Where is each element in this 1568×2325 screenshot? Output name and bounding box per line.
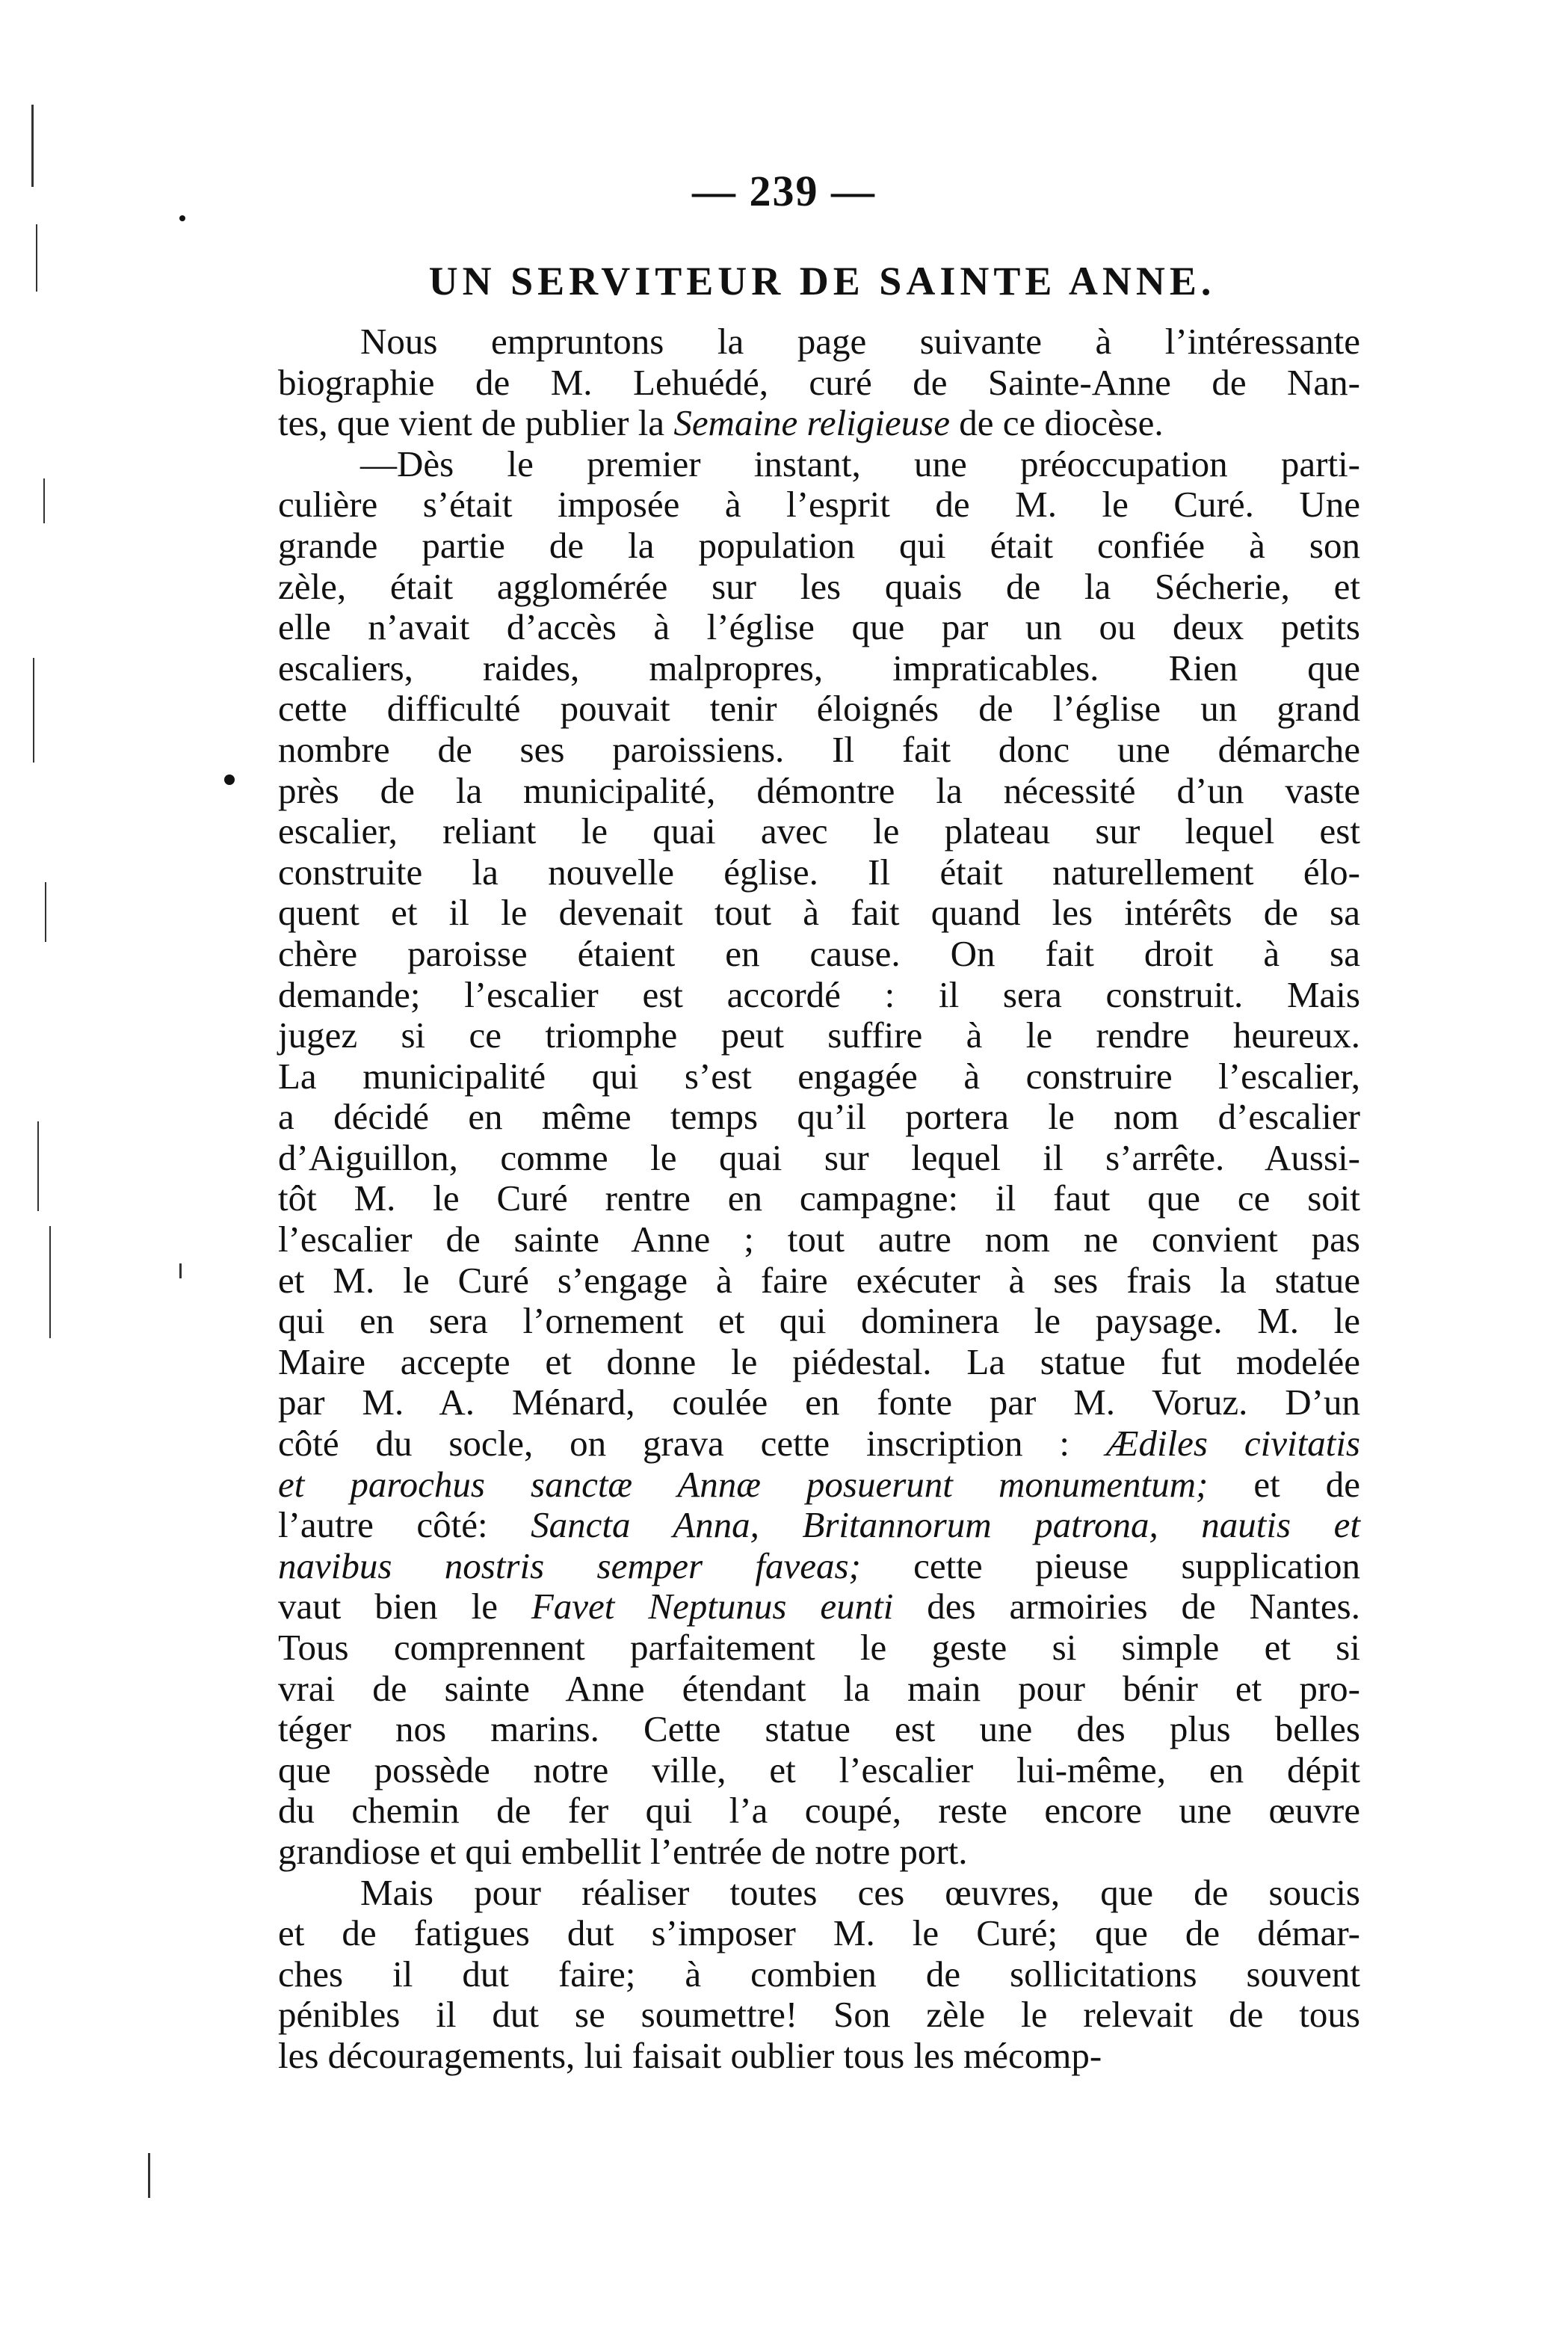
text-line: tôt M. le Curé rentre en campagne: il faut que ce soit xyxy=(278,1177,1360,1219)
text-line: cette difficulté pouvait tenir éloignés de l’église un grand xyxy=(278,688,1360,730)
text-line: grandiose et qui embellit l’entrée de notre port. xyxy=(278,1830,968,1872)
text-line xyxy=(278,403,1360,444)
text-line xyxy=(278,1505,1360,1546)
text-segment: tes, que vient de publier la xyxy=(278,402,674,444)
scan-margin-line xyxy=(148,2153,150,2198)
text-line: d’Aiguillon, comme le quai sur lequel il s’arrête. Aussi- xyxy=(278,1136,1360,1178)
text-line: escalier, reliant le quai avec le plateau sur lequel est xyxy=(278,810,1360,852)
text-line: les découragements, lui faisait oublier tous les mécomp- xyxy=(278,2034,1102,2076)
text-segment: des armoiries de Nantes. xyxy=(893,1586,1360,1628)
text-segment: et de xyxy=(1208,1463,1360,1505)
text-line: culière s’était imposée à l’esprit de M. le Curé. Une xyxy=(278,484,1360,526)
text-line: Maire accepte et donne le piédestal. La statue fut modelée xyxy=(278,1340,1360,1382)
text-line: construite la nouvelle église. Il était naturellement élo- xyxy=(278,851,1360,893)
italic-text: et parochus sanctæ Annæ posuerunt monumentum; xyxy=(278,1463,1209,1505)
chapter-title: UN SERVITEUR DE SAINTE ANNE. xyxy=(428,259,1216,304)
text-line: La municipalité qui s’est engagée à construire l’escalier, xyxy=(278,1055,1360,1097)
text-line: du chemin de fer qui l’a coupé, reste encore une œuvre xyxy=(278,1790,1360,1832)
margin-bullet xyxy=(224,775,235,785)
text-line: ches il dut faire; à combien de sollicitations souvent xyxy=(278,1953,1360,1995)
italic-text: Favet Neptunus eunti xyxy=(531,1586,894,1628)
margin-dot xyxy=(179,215,185,221)
scan-margin-line xyxy=(179,1263,182,1278)
text-line: près de la municipalité, démontre la nécessité d’un vaste xyxy=(278,769,1360,811)
italic-text: Sancta Anna, Britannorum patrona, nautis et xyxy=(531,1504,1360,1546)
text-line: Nous empruntons la page suivante à l’intéressante xyxy=(360,321,1360,362)
scan-margin-line xyxy=(33,658,34,763)
text-line: escaliers, raides, malpropres, impraticables. Rien que xyxy=(278,647,1360,689)
text-line: quent et il le devenait tout à fait quand les intérêts de sa xyxy=(278,892,1360,934)
text-line: grande partie de la population qui était confiée à son xyxy=(278,524,1360,566)
text-segment: de ce diocèse. xyxy=(949,402,1164,444)
text-line xyxy=(278,1546,1360,1587)
body-text xyxy=(278,321,1360,2077)
text-line: elle n’avait d’accès à l’église que par un ou deux petits xyxy=(278,606,1360,648)
text-line: chère paroisse étaient en cause. On fait droit à sa xyxy=(278,932,1360,974)
text-line: pénibles il dut se soumettre! Son zèle le relevait de tous xyxy=(278,1994,1360,2036)
text-line: Mais pour réaliser toutes ces œuvres, que de soucis xyxy=(360,1871,1360,1913)
scan-margin-line xyxy=(49,1226,51,1338)
text-line: demande; l’escalier est accordé : il sera construit. Mais xyxy=(278,973,1360,1015)
italic-text: Semaine religieuse xyxy=(673,402,950,444)
text-segment: vaut bien le xyxy=(278,1586,531,1628)
text-line: jugez si ce triomphe peut suffire à le rendre heureux. xyxy=(278,1014,1360,1056)
text-line xyxy=(278,1586,1360,1628)
scan-margin-line xyxy=(43,478,45,523)
text-line: qui en sera l’ornement et qui dominera le paysage. M. le xyxy=(278,1300,1360,1342)
italic-text: Ædiles civitatis xyxy=(1105,1423,1360,1465)
text-line: et M. le Curé s’engage à faire exécuter à ses frais la statue xyxy=(278,1259,1360,1301)
text-line: vrai de sainte Anne étendant la main pour bénir et pro- xyxy=(278,1667,1360,1709)
text-segment: côté du socle, on grava cette inscription : xyxy=(278,1423,1106,1465)
text-line: téger nos marins. Cette statue est une des plus belles xyxy=(278,1708,1360,1750)
text-line: zèle, était agglomérée sur les quais de la Sécherie, et xyxy=(278,565,1360,607)
text-line: Tous comprennent parfaitement le geste si simple et si xyxy=(278,1627,1360,1668)
page-number: — 239 — xyxy=(692,167,876,215)
text-line: a décidé en même temps qu’il portera le nom d’escalier xyxy=(278,1096,1360,1138)
scan-margin-line xyxy=(36,224,37,292)
scan-margin-line xyxy=(45,882,46,942)
italic-text: navibus nostris semper faveas; xyxy=(278,1545,861,1586)
text-line: —Dès le premier instant, une préoccupation parti- xyxy=(360,443,1360,484)
text-line: biographie de M. Lehuédé, curé de Sainte-Anne de Nan- xyxy=(278,361,1360,403)
text-line: par M. A. Ménard, coulée en fonte par M. Voruz. D’un xyxy=(278,1382,1360,1423)
text-line xyxy=(278,1423,1360,1465)
text-line: l’escalier de sainte Anne ; tout autre nom ne convient pas xyxy=(278,1219,1360,1260)
text-line: et de fatigues dut s’imposer M. le Curé; que de démar- xyxy=(278,1912,1360,1954)
text-line: nombre de ses paroissiens. Il fait donc une démarche xyxy=(278,728,1360,770)
text-line xyxy=(278,1465,1360,1506)
text-segment: cette pieuse supplication xyxy=(860,1545,1360,1586)
text-segment: l’autre côté: xyxy=(278,1504,531,1546)
scan-margin-line xyxy=(37,1121,39,1211)
text-line: que possède notre ville, et l’escalier lui-même, en dépit xyxy=(278,1749,1360,1790)
